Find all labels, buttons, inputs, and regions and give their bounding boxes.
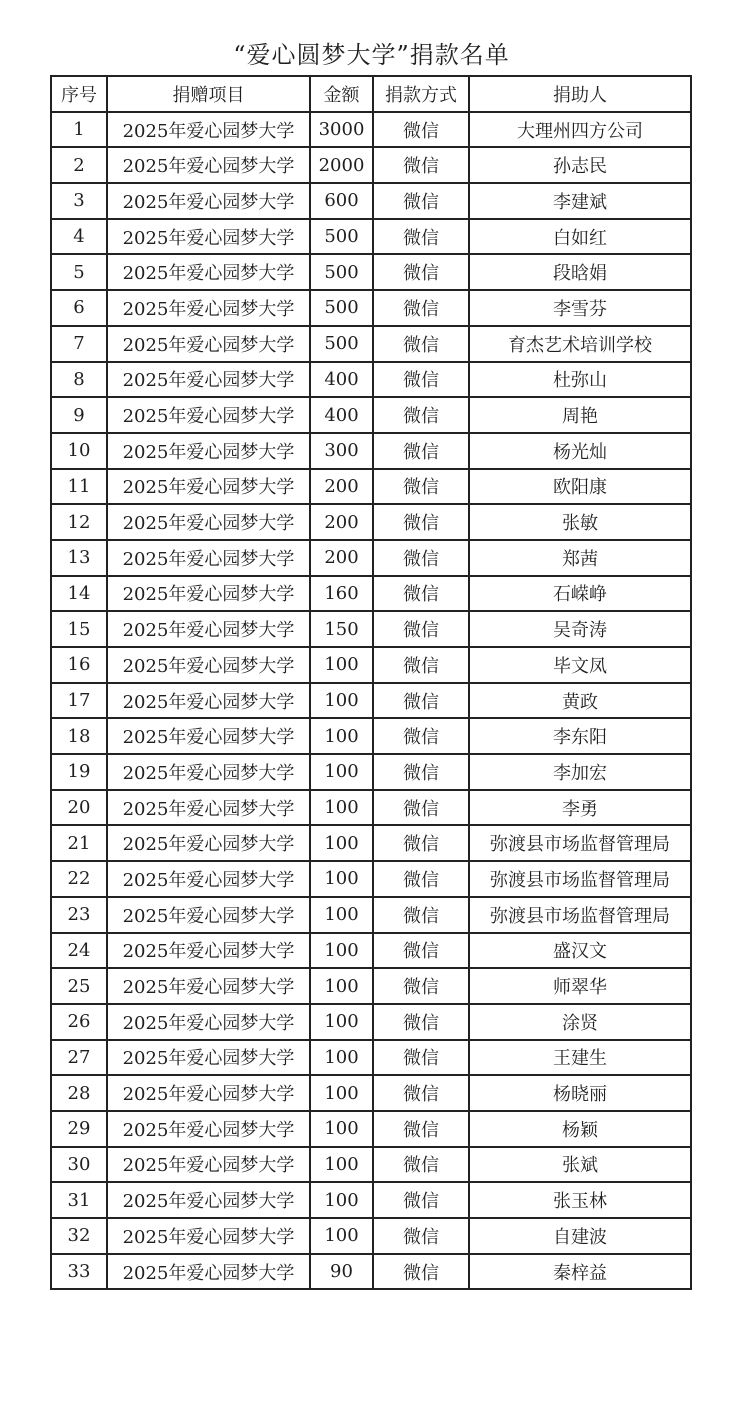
cell-amount: 200 (310, 469, 373, 505)
cell-no: 28 (51, 1075, 107, 1111)
cell-method: 微信 (373, 1254, 469, 1290)
cell-donor: 师翠华 (469, 968, 691, 1004)
cell-amount: 100 (310, 861, 373, 897)
table-row (51, 540, 691, 576)
cell-project: 2025年爱心园梦大学 (107, 112, 310, 148)
table-row (51, 1004, 691, 1040)
cell-no: 23 (51, 897, 107, 933)
table-row (51, 968, 691, 1004)
cell-method: 微信 (373, 1147, 469, 1183)
donation-table (50, 75, 692, 1290)
cell-amount: 3000 (310, 112, 373, 148)
table-row (51, 897, 691, 933)
table-row (51, 147, 691, 183)
cell-no: 26 (51, 1004, 107, 1040)
cell-donor: 育杰艺术培训学校 (469, 326, 691, 362)
cell-method: 微信 (373, 433, 469, 469)
cell-no: 32 (51, 1218, 107, 1254)
cell-no: 21 (51, 825, 107, 861)
cell-project: 2025年爱心园梦大学 (107, 397, 310, 433)
cell-amount: 100 (310, 647, 373, 683)
table-row (51, 397, 691, 433)
cell-project: 2025年爱心园梦大学 (107, 861, 310, 897)
cell-no: 18 (51, 718, 107, 754)
cell-no: 33 (51, 1254, 107, 1290)
cell-amount: 200 (310, 504, 373, 540)
cell-donor: 黄政 (469, 683, 691, 719)
cell-donor: 弥渡县市场监督管理局 (469, 825, 691, 861)
cell-project: 2025年爱心园梦大学 (107, 718, 310, 754)
cell-donor: 李勇 (469, 790, 691, 826)
cell-amount: 2000 (310, 147, 373, 183)
cell-amount: 100 (310, 1182, 373, 1218)
cell-method: 微信 (373, 1182, 469, 1218)
cell-amount: 100 (310, 754, 373, 790)
table-row (51, 576, 691, 612)
cell-amount: 500 (310, 254, 373, 290)
cell-amount: 500 (310, 219, 373, 255)
table-header-row (51, 76, 691, 112)
cell-method: 微信 (373, 897, 469, 933)
cell-donor: 李雪芬 (469, 290, 691, 326)
cell-amount: 600 (310, 183, 373, 219)
cell-method: 微信 (373, 147, 469, 183)
cell-project: 2025年爱心园梦大学 (107, 254, 310, 290)
cell-method: 微信 (373, 112, 469, 148)
table-row (51, 754, 691, 790)
cell-method: 微信 (373, 540, 469, 576)
cell-no: 6 (51, 290, 107, 326)
cell-no: 9 (51, 397, 107, 433)
cell-project: 2025年爱心园梦大学 (107, 790, 310, 826)
cell-amount: 100 (310, 1111, 373, 1147)
cell-method: 微信 (373, 576, 469, 612)
cell-project: 2025年爱心园梦大学 (107, 540, 310, 576)
cell-method: 微信 (373, 968, 469, 1004)
cell-project: 2025年爱心园梦大学 (107, 1147, 310, 1183)
cell-donor: 弥渡县市场监督管理局 (469, 861, 691, 897)
table-row (51, 326, 691, 362)
cell-no: 29 (51, 1111, 107, 1147)
cell-no: 17 (51, 683, 107, 719)
cell-no: 1 (51, 112, 107, 148)
cell-project: 2025年爱心园梦大学 (107, 576, 310, 612)
table-row (51, 611, 691, 647)
cell-no: 5 (51, 254, 107, 290)
table-row (51, 825, 691, 861)
table-row (51, 219, 691, 255)
cell-project: 2025年爱心园梦大学 (107, 825, 310, 861)
cell-donor: 涂贤 (469, 1004, 691, 1040)
cell-no: 11 (51, 469, 107, 505)
cell-no: 19 (51, 754, 107, 790)
table-row (51, 504, 691, 540)
donation-table-container (50, 75, 690, 1290)
cell-no: 12 (51, 504, 107, 540)
cell-no: 16 (51, 647, 107, 683)
cell-no: 8 (51, 362, 107, 398)
cell-donor: 毕文凤 (469, 647, 691, 683)
cell-no: 14 (51, 576, 107, 612)
header-project: 捐赠项目 (107, 76, 310, 112)
cell-donor: 石嵘峥 (469, 576, 691, 612)
cell-project: 2025年爱心园梦大学 (107, 968, 310, 1004)
cell-project: 2025年爱心园梦大学 (107, 897, 310, 933)
cell-amount: 400 (310, 362, 373, 398)
cell-donor: 杨颖 (469, 1111, 691, 1147)
cell-donor: 王建生 (469, 1040, 691, 1076)
cell-method: 微信 (373, 754, 469, 790)
cell-donor: 吴奇涛 (469, 611, 691, 647)
cell-no: 20 (51, 790, 107, 826)
table-row (51, 683, 691, 719)
cell-donor: 张玉林 (469, 1182, 691, 1218)
table-row (51, 362, 691, 398)
cell-method: 微信 (373, 1040, 469, 1076)
cell-amount: 100 (310, 968, 373, 1004)
cell-donor: 李建斌 (469, 183, 691, 219)
cell-no: 3 (51, 183, 107, 219)
cell-no: 30 (51, 1147, 107, 1183)
cell-donor: 白如红 (469, 219, 691, 255)
cell-no: 7 (51, 326, 107, 362)
cell-method: 微信 (373, 1111, 469, 1147)
table-row (51, 718, 691, 754)
header-donor: 捐助人 (469, 76, 691, 112)
table-row (51, 1040, 691, 1076)
cell-amount: 90 (310, 1254, 373, 1290)
cell-donor: 李加宏 (469, 754, 691, 790)
cell-no: 2 (51, 147, 107, 183)
cell-donor: 盛汉文 (469, 933, 691, 969)
cell-amount: 100 (310, 718, 373, 754)
cell-amount: 400 (310, 397, 373, 433)
cell-amount: 100 (310, 1040, 373, 1076)
table-row (51, 1254, 691, 1290)
table-row (51, 1075, 691, 1111)
cell-no: 15 (51, 611, 107, 647)
table-row (51, 254, 691, 290)
header-method: 捐款方式 (373, 76, 469, 112)
table-row (51, 183, 691, 219)
cell-project: 2025年爱心园梦大学 (107, 1254, 310, 1290)
cell-method: 微信 (373, 504, 469, 540)
cell-method: 微信 (373, 1218, 469, 1254)
cell-project: 2025年爱心园梦大学 (107, 1218, 310, 1254)
cell-amount: 300 (310, 433, 373, 469)
cell-amount: 100 (310, 825, 373, 861)
table-row (51, 1111, 691, 1147)
cell-donor: 自建波 (469, 1218, 691, 1254)
cell-project: 2025年爱心园梦大学 (107, 611, 310, 647)
cell-method: 微信 (373, 825, 469, 861)
cell-donor: 周艳 (469, 397, 691, 433)
cell-amount: 100 (310, 1218, 373, 1254)
cell-method: 微信 (373, 718, 469, 754)
table-row (51, 112, 691, 148)
cell-project: 2025年爱心园梦大学 (107, 362, 310, 398)
cell-donor: 杨晓丽 (469, 1075, 691, 1111)
cell-method: 微信 (373, 861, 469, 897)
cell-no: 4 (51, 219, 107, 255)
cell-project: 2025年爱心园梦大学 (107, 326, 310, 362)
cell-project: 2025年爱心园梦大学 (107, 754, 310, 790)
cell-amount: 160 (310, 576, 373, 612)
cell-project: 2025年爱心园梦大学 (107, 219, 310, 255)
cell-no: 10 (51, 433, 107, 469)
cell-amount: 150 (310, 611, 373, 647)
cell-project: 2025年爱心园梦大学 (107, 1040, 310, 1076)
cell-project: 2025年爱心园梦大学 (107, 1004, 310, 1040)
table-row (51, 861, 691, 897)
table-row (51, 790, 691, 826)
cell-donor: 弥渡县市场监督管理局 (469, 897, 691, 933)
cell-no: 22 (51, 861, 107, 897)
table-row (51, 933, 691, 969)
cell-donor: 杨光灿 (469, 433, 691, 469)
cell-no: 24 (51, 933, 107, 969)
cell-donor: 杜弥山 (469, 362, 691, 398)
cell-amount: 100 (310, 1147, 373, 1183)
cell-amount: 100 (310, 790, 373, 826)
cell-no: 27 (51, 1040, 107, 1076)
cell-method: 微信 (373, 219, 469, 255)
cell-method: 微信 (373, 933, 469, 969)
cell-amount: 100 (310, 1004, 373, 1040)
cell-project: 2025年爱心园梦大学 (107, 1075, 310, 1111)
cell-project: 2025年爱心园梦大学 (107, 433, 310, 469)
page-title: “爱心圆梦大学”捐款名单 (233, 41, 510, 69)
table-row (51, 1147, 691, 1183)
table-row (51, 1218, 691, 1254)
cell-project: 2025年爱心园梦大学 (107, 183, 310, 219)
cell-method: 微信 (373, 362, 469, 398)
table-row (51, 1182, 691, 1218)
cell-method: 微信 (373, 254, 469, 290)
cell-project: 2025年爱心园梦大学 (107, 1182, 310, 1218)
cell-method: 微信 (373, 326, 469, 362)
cell-method: 微信 (373, 1004, 469, 1040)
table-row (51, 290, 691, 326)
cell-amount: 500 (310, 326, 373, 362)
header-no: 序号 (51, 76, 107, 112)
cell-project: 2025年爱心园梦大学 (107, 469, 310, 505)
cell-method: 微信 (373, 290, 469, 326)
cell-method: 微信 (373, 647, 469, 683)
cell-no: 31 (51, 1182, 107, 1218)
cell-no: 13 (51, 540, 107, 576)
cell-project: 2025年爱心园梦大学 (107, 1111, 310, 1147)
cell-donor: 秦梓益 (469, 1254, 691, 1290)
cell-donor: 大理州四方公司 (469, 112, 691, 148)
cell-donor: 孙志民 (469, 147, 691, 183)
cell-project: 2025年爱心园梦大学 (107, 933, 310, 969)
cell-amount: 100 (310, 933, 373, 969)
cell-amount: 100 (310, 897, 373, 933)
cell-project: 2025年爱心园梦大学 (107, 290, 310, 326)
table-row (51, 647, 691, 683)
cell-amount: 100 (310, 1075, 373, 1111)
cell-no: 25 (51, 968, 107, 1004)
cell-method: 微信 (373, 790, 469, 826)
cell-donor: 欧阳康 (469, 469, 691, 505)
table-body (51, 112, 691, 1290)
cell-donor: 张敏 (469, 504, 691, 540)
cell-project: 2025年爱心园梦大学 (107, 147, 310, 183)
cell-method: 微信 (373, 469, 469, 505)
cell-amount: 100 (310, 683, 373, 719)
cell-donor: 李东阳 (469, 718, 691, 754)
header-amount: 金额 (310, 76, 373, 112)
cell-donor: 郑茜 (469, 540, 691, 576)
cell-project: 2025年爱心园梦大学 (107, 504, 310, 540)
cell-amount: 200 (310, 540, 373, 576)
table-row (51, 469, 691, 505)
cell-project: 2025年爱心园梦大学 (107, 647, 310, 683)
cell-method: 微信 (373, 683, 469, 719)
cell-method: 微信 (373, 1075, 469, 1111)
cell-donor: 段晗娟 (469, 254, 691, 290)
cell-amount: 500 (310, 290, 373, 326)
cell-method: 微信 (373, 397, 469, 433)
table-row (51, 433, 691, 469)
cell-donor: 张斌 (469, 1147, 691, 1183)
cell-method: 微信 (373, 183, 469, 219)
cell-project: 2025年爱心园梦大学 (107, 683, 310, 719)
cell-method: 微信 (373, 611, 469, 647)
